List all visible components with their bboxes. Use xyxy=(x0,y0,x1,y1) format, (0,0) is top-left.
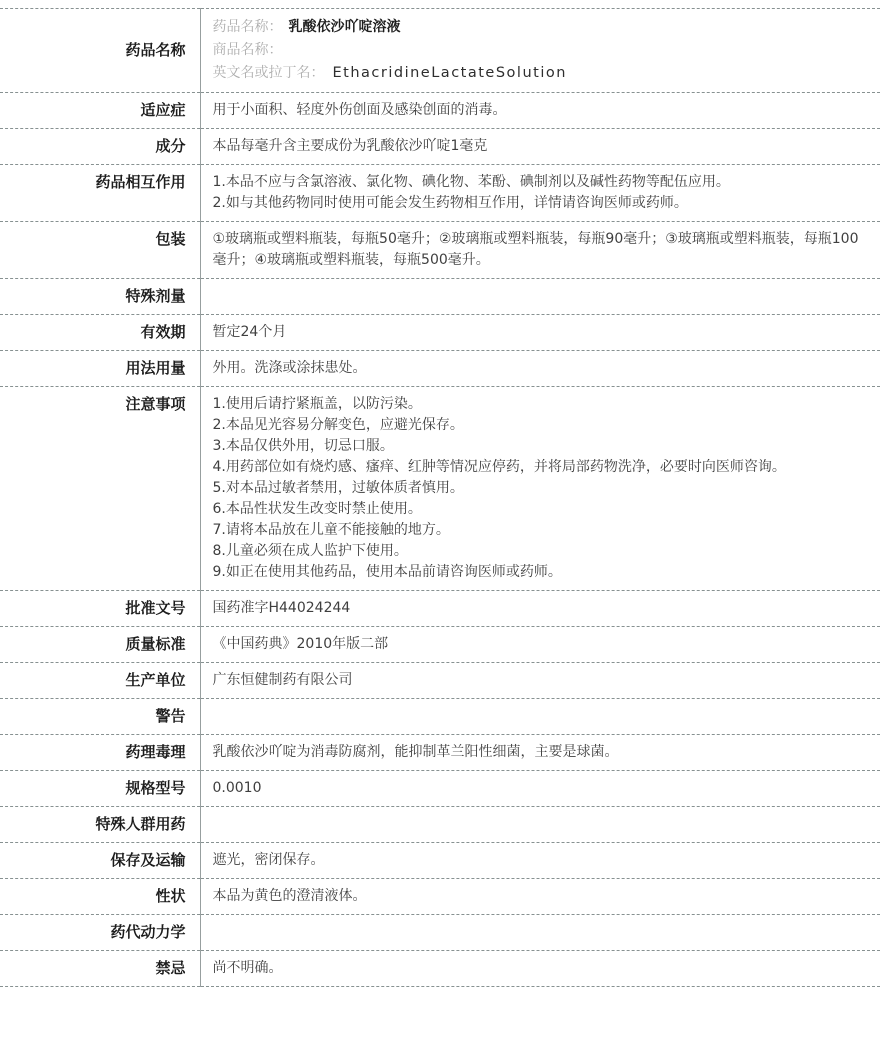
row-label: 有效期 xyxy=(0,315,200,351)
row-value xyxy=(200,279,880,315)
table-row xyxy=(0,879,880,915)
name-field-line xyxy=(213,16,865,39)
row-label: 注意事项 xyxy=(0,387,200,591)
row-value xyxy=(200,9,880,93)
value-line: 0.0010 xyxy=(212,780,262,796)
value-line: 6.本品性状发生改变时禁止使用。 xyxy=(212,501,422,517)
value-line: 7.请将本品放在儿童不能接触的地方。 xyxy=(212,522,450,538)
row-label: 规格型号 xyxy=(0,771,200,807)
table-row xyxy=(0,915,880,951)
value-line: 2.本品见光容易分解变色，应避光保存。 xyxy=(212,417,464,433)
name-field-key: 商品名称： xyxy=(212,42,283,58)
row-label: 药代动力学 xyxy=(0,915,200,951)
value-line: 3.本品仅供外用，切忌口服。 xyxy=(212,438,394,454)
row-value xyxy=(200,807,880,843)
value-line: 尚不明确。 xyxy=(212,960,283,976)
row-value xyxy=(200,165,880,222)
drug-table-body xyxy=(0,9,880,987)
row-label: 警告 xyxy=(0,699,200,735)
table-row xyxy=(0,843,880,879)
row-value xyxy=(200,843,880,879)
row-value xyxy=(200,915,880,951)
value-line: 国药准字H44024244 xyxy=(212,600,351,616)
table-row xyxy=(0,279,880,315)
row-label: 药品名称 xyxy=(0,9,200,93)
value-line: 2.如与其他药物同时使用可能会发生药物相互作用，详情请咨询医师或药师。 xyxy=(212,195,688,211)
row-value xyxy=(200,129,880,165)
table-row xyxy=(0,951,880,987)
row-label: 性状 xyxy=(0,879,200,915)
row-value xyxy=(200,222,880,279)
name-field-line xyxy=(213,39,865,62)
table-row xyxy=(0,627,880,663)
table-row xyxy=(0,735,880,771)
row-label: 禁忌 xyxy=(0,951,200,987)
value-line: 《中国药典》2010年版二部 xyxy=(212,636,389,652)
drug-info-table xyxy=(0,8,880,987)
row-label: 用法用量 xyxy=(0,351,200,387)
value-line: 本品为黄色的澄清液体。 xyxy=(212,888,367,904)
value-line: 外用。洗涤或涂抹患处。 xyxy=(212,360,367,376)
row-value xyxy=(200,699,880,735)
row-label: 生产单位 xyxy=(0,663,200,699)
table-row xyxy=(0,351,880,387)
table-row xyxy=(0,591,880,627)
table-row xyxy=(0,387,880,591)
table-row xyxy=(0,129,880,165)
table-row xyxy=(0,807,880,843)
name-field-line xyxy=(213,62,865,85)
table-row xyxy=(0,315,880,351)
row-label: 药品相互作用 xyxy=(0,165,200,222)
value-line: 8.儿童必须在成人监护下使用。 xyxy=(212,543,408,559)
row-value xyxy=(200,351,880,387)
row-label: 成分 xyxy=(0,129,200,165)
value-line: 1.本品不应与含氯溶液、氯化物、碘化物、苯酚、碘制剂以及碱性药物等配伍应用。 xyxy=(212,174,730,190)
row-value xyxy=(200,627,880,663)
table-row xyxy=(0,9,880,93)
value-line: 本品每毫升含主要成份为乳酸依沙吖啶1毫克 xyxy=(212,138,488,154)
name-field-key: 英文名或拉丁名： xyxy=(212,65,325,81)
row-label: 特殊人群用药 xyxy=(0,807,200,843)
row-value xyxy=(200,387,880,591)
value-line: 9.如正在使用其他药品，使用本品前请咨询医师或药师。 xyxy=(212,564,562,580)
name-field-value: EthacridineLactateSolution xyxy=(332,65,567,81)
row-value xyxy=(200,93,880,129)
name-field-value: 乳酸依沙吖啶溶液 xyxy=(288,19,401,35)
value-line: ①玻璃瓶或塑料瓶装，每瓶50毫升；②玻璃瓶或塑料瓶装，每瓶90毫升；③玻璃瓶或塑料瓶装，每瓶100毫升；④玻璃瓶或塑料瓶装，每瓶500毫升。 xyxy=(212,231,859,268)
row-label: 包装 xyxy=(0,222,200,279)
row-value xyxy=(200,771,880,807)
value-line: 暂定24个月 xyxy=(212,324,287,340)
row-value xyxy=(200,951,880,987)
value-line: 乳酸依沙吖啶为消毒防腐剂，能抑制革兰阳性细菌，主要是球菌。 xyxy=(212,744,619,760)
row-label: 特殊剂量 xyxy=(0,279,200,315)
row-label: 质量标准 xyxy=(0,627,200,663)
row-value xyxy=(200,591,880,627)
row-value xyxy=(200,735,880,771)
row-label: 保存及运输 xyxy=(0,843,200,879)
row-label: 适应症 xyxy=(0,93,200,129)
value-line: 4.用药部位如有烧灼感、瘙痒、红肿等情况应停药，并将局部药物洗净，必要时向医师咨询。 xyxy=(212,459,786,475)
row-value xyxy=(200,315,880,351)
row-label: 批准文号 xyxy=(0,591,200,627)
value-line: 用于小面积、轻度外伤创面及感染创面的消毒。 xyxy=(212,102,507,118)
table-row xyxy=(0,222,880,279)
value-line: 1.使用后请拧紧瓶盖，以防污染。 xyxy=(212,396,422,412)
table-row xyxy=(0,165,880,222)
value-line: 遮光，密闭保存。 xyxy=(212,852,325,868)
row-value xyxy=(200,879,880,915)
table-row xyxy=(0,699,880,735)
row-label: 药理毒理 xyxy=(0,735,200,771)
table-row xyxy=(0,93,880,129)
name-field-key: 药品名称： xyxy=(212,19,283,35)
value-line: 5.对本品过敏者禁用，过敏体质者慎用。 xyxy=(212,480,464,496)
row-value xyxy=(200,663,880,699)
value-line: 广东恒健制药有限公司 xyxy=(212,672,353,688)
table-row xyxy=(0,771,880,807)
table-row xyxy=(0,663,880,699)
